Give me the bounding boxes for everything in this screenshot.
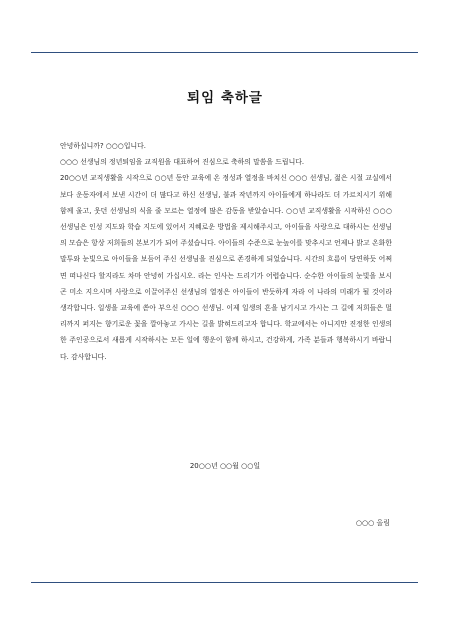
letter-body <box>60 138 392 365</box>
signature: ○○○ 올림 <box>355 519 390 527</box>
top-rule <box>31 52 418 53</box>
letter-date: 20○○년 ○○월 ○○일 <box>189 462 261 470</box>
page-title: 퇴임 축하글 <box>187 90 263 106</box>
congratulation-paragraph: ○○○ 선생님의 정년퇴임을 교직원을 대표하여 진심으로 축하의 말씀을 드립니다. <box>60 158 305 167</box>
main-paragraph: 20○○년 교직생활을 시작으로 ○○년 동안 교육에 온 정성과 열정을 바치신 ○○○ 선생님, 젊은 시절 교실에서보다 운동자에서 보낸 시간이 더 많다고 하신 선생님, 불과 작년까지 아이들에게 하나라도 더 가르치시기 위해 함께 울고, 웃던 선생님의 식을 줄 모르는 열정에 많은 감동을 받았습니다. ○○년 교직생활을 시작하신 ○○○ 선생님은 인성 지도와 학습 지도에 있어서 지혜로운 방법을 제시해주시고, 아이들을 사랑으로 대하시는 선생님의 모습은 항상 저희들의 본보기가 되어 주셨습니다. 아이들의 수준으로 눈높이를 맞추시고 언제나 밝고 온화한 말투와 눈빛으로 아이들을 보듬어 주신 선생님을 진심으로 존경하게 되었습니다. 시간의 흐름이 당연하듯 어쩌면 떠나신다 할지라도 차마 안녕히 가십시오. 라는 인사는 드리기가 어렵습니다. 순수한 아이들의 눈빛을 보시곤 미소 지으시며 사랑으로 이끌어주신 선생님의 열정은 아이들이 반듯하게 자라 이 나라의 미래가 될 것이라 생각합니다. 일생을 교육에 쏟아 부으신 ○○○ 선생님. 이제 일생의 흔을 남기시고 가시는 그 길에 저희들은 멀리까지 퍼지는 향기로운 꽃을 깔아놓고 가시는 길을 밝혀드리고자 합니다. 학교에서는 아니지만 진정한 인생의 한 주인공으로서 새롭게 시작하시는 모든 일에 행운이 함께 하시고, 건강하게, 가족 분들과 행복하시기 바랍니다. 감사합니다. <box>60 174 392 361</box>
greeting-paragraph: 안녕하십니까? ○○○입니다. <box>60 142 146 150</box>
bottom-rule <box>31 582 418 583</box>
